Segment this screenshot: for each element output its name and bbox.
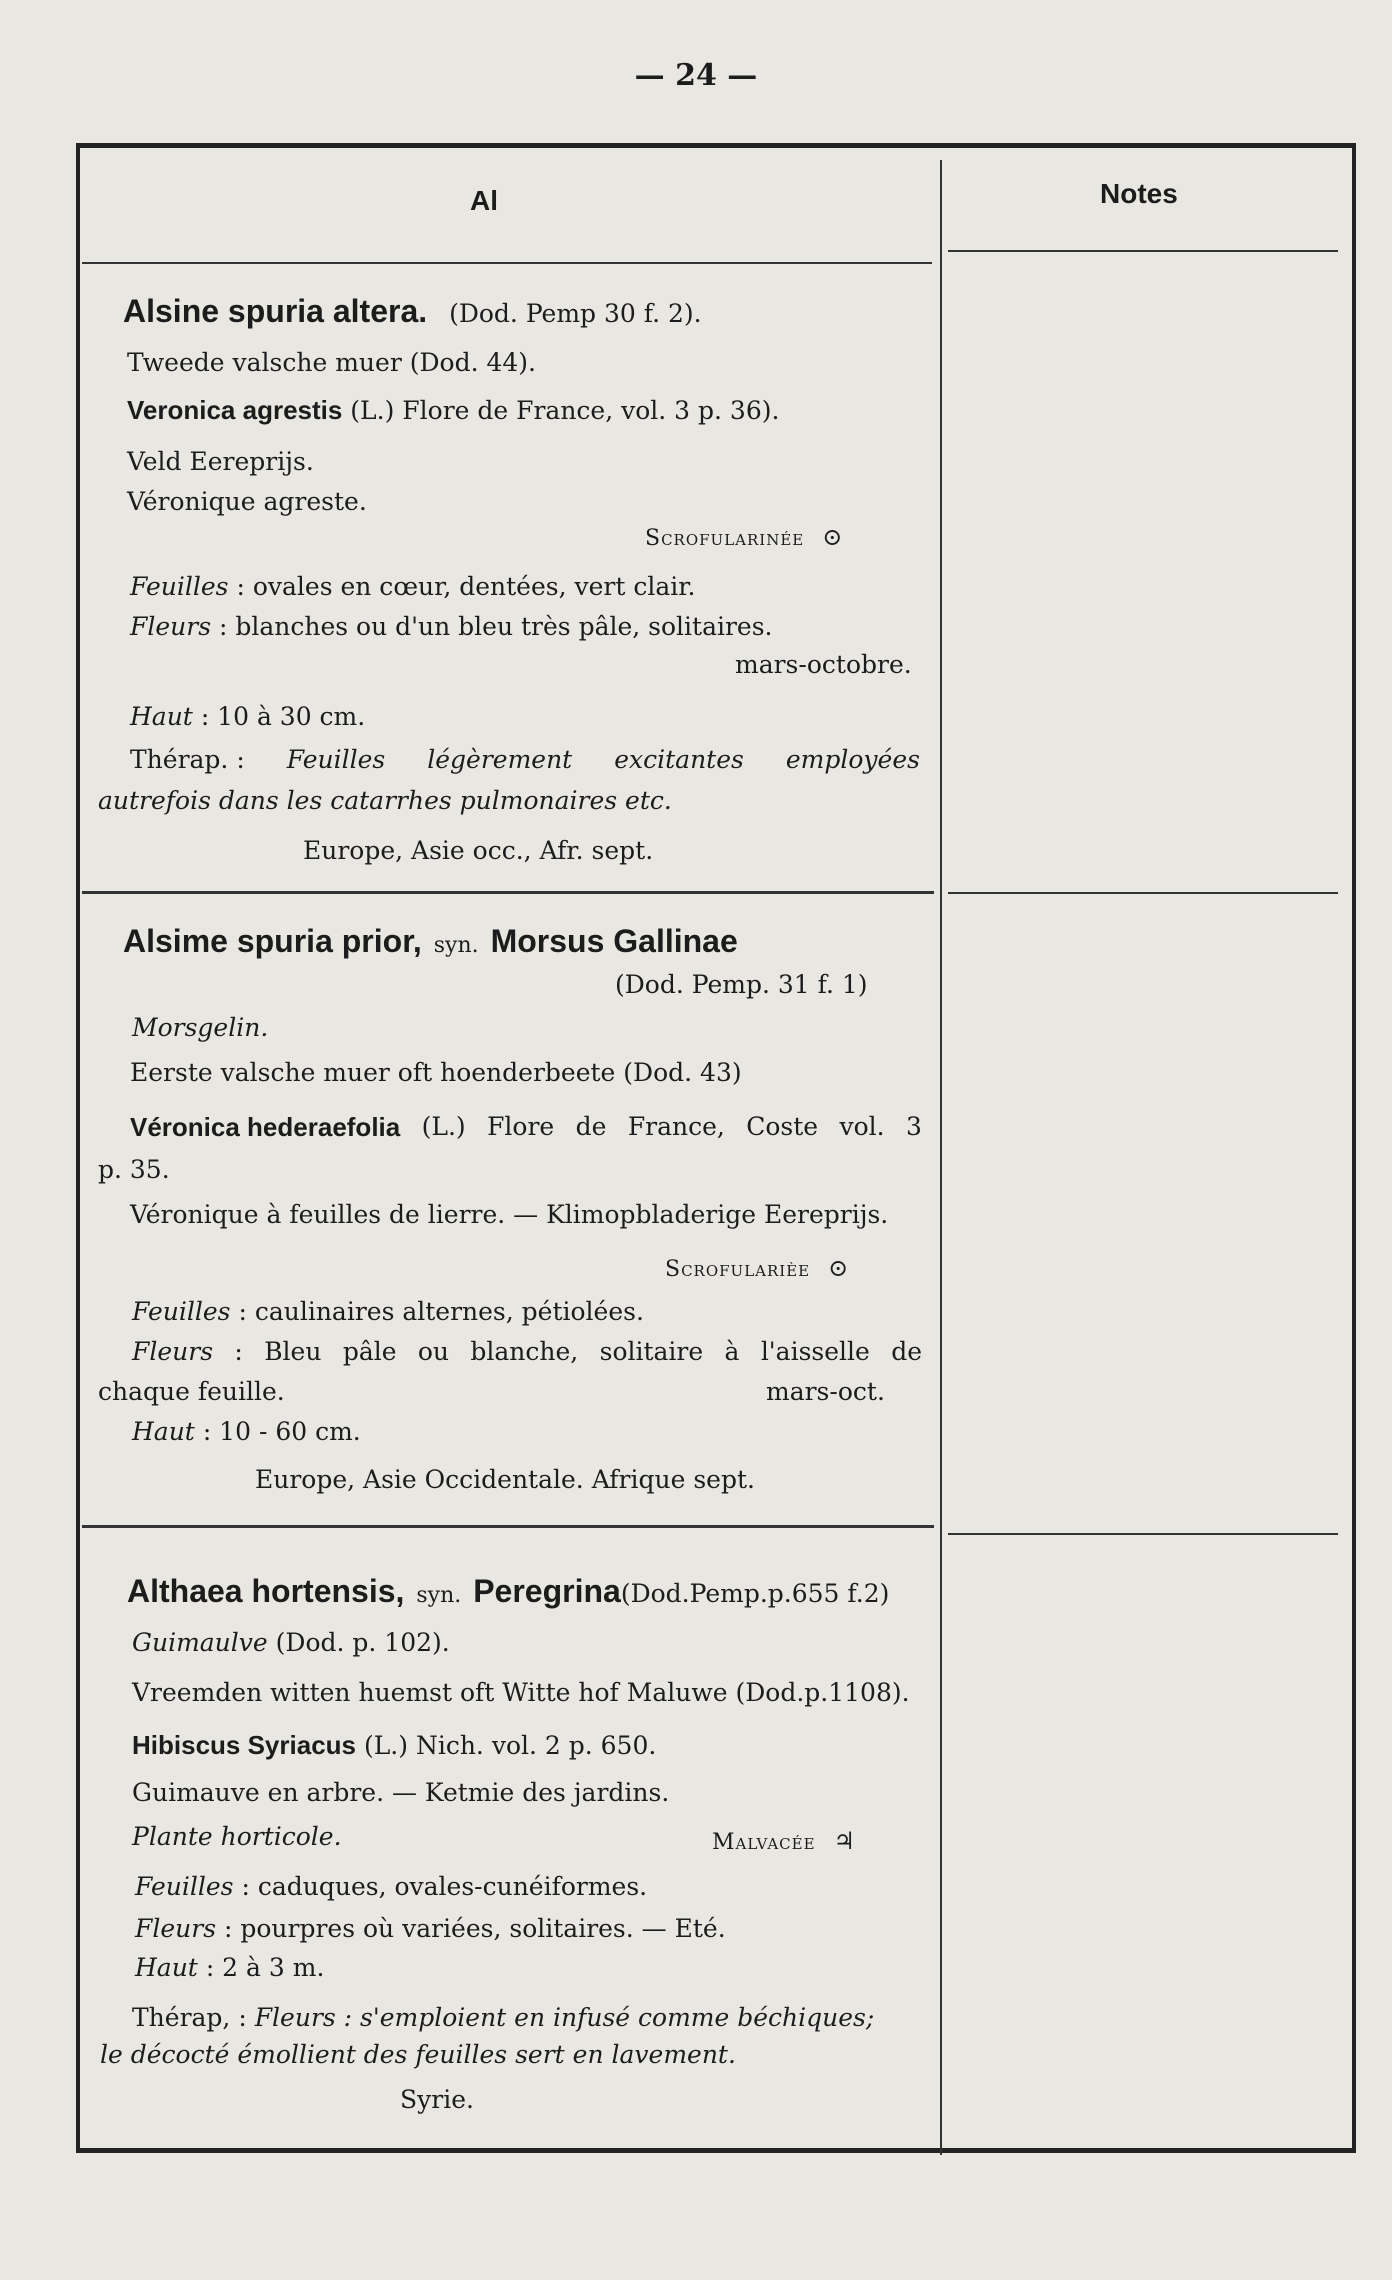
entry1-period: mars-octobre. [735, 650, 912, 679]
header-rule-left [82, 262, 932, 264]
annual-symbol-icon: ⊙ [822, 523, 843, 551]
column-header-al: Al [470, 185, 498, 216]
entry1-feuilles-line [130, 572, 695, 602]
entry1-therap-word: employées [785, 745, 920, 774]
entry3-therap-text1: Fleurs : s'emploient en infusé comme béchiques; [254, 2003, 875, 2032]
entry2-line1: Morsgelin. [132, 1013, 269, 1042]
entry1-title: Alsine spuria altera. [123, 293, 428, 329]
entry3-therap-line2: le décocté émollient des feuilles sert en lavement. [100, 2040, 736, 2069]
entry2-haut-line [132, 1417, 361, 1447]
entry3-family-line [712, 1826, 855, 1856]
entry3-title2: Peregrina [473, 1573, 621, 1609]
entry2-haut-label: Haut [132, 1417, 195, 1446]
entry1-therap-feuilles: Feuilles [286, 745, 386, 774]
entry2-fleurs-word: : [234, 1337, 243, 1366]
entry2-name3-word: 3 [906, 1112, 922, 1141]
entry2-name3-line [130, 1112, 922, 1143]
entry1-therap-line2: autrefois dans les catarrhes pulmonaires etc. [98, 786, 672, 815]
entry1-therap-word: légèrement [427, 745, 573, 774]
entry2-fleurs-cont: chaque feuille. [98, 1377, 285, 1406]
entry3-name3-ref: (L.) Nich. vol. 2 p. 650. [363, 1731, 657, 1760]
entry2-family-line [665, 1253, 848, 1283]
entry2-line4: Véronique à feuilles de lierre. — Klimopbladerige Eereprijs. [130, 1200, 889, 1229]
entry2-fleurs-word: blanche, [470, 1337, 579, 1366]
entry1-distribution: Europe, Asie occ., Afr. sept. [303, 836, 654, 865]
entry2-name3-word: de [575, 1112, 607, 1141]
entry1-title-line [123, 292, 702, 330]
entry3-distribution: Syrie. [400, 2085, 474, 2114]
entry3-name3-line [132, 1730, 656, 1761]
entry2-fleurs-word: solitaire [599, 1337, 704, 1366]
entry-divider-2-right [948, 1533, 1338, 1535]
entry1-family: Scrofularinée [645, 526, 805, 551]
entry2-syn: syn. [433, 933, 479, 958]
entry2-fleurs-word: pâle [342, 1337, 397, 1366]
entry1-therap-line1 [130, 745, 920, 775]
entry3-fleurs: : pourpres où variées, solitaires. — Eté. [223, 1914, 726, 1943]
entry2-name3-word: Coste [746, 1112, 819, 1141]
entry3-therap-line1 [132, 2003, 874, 2033]
entry2-name3: Véronica hederaefolia [130, 1112, 401, 1142]
entry1-family-line [645, 522, 842, 552]
entry1-name2-line [127, 395, 779, 426]
entry1-name2: Veronica agrestis [127, 395, 343, 425]
entry3-line4: Guimauve en arbre. — Ketmie des jardins. [132, 1778, 670, 1807]
column-header-notes: Notes [1100, 178, 1178, 209]
entry1-fleurs-label: Fleurs [130, 612, 212, 641]
entry1-fleurs: : blanches ou d'un bleu très pâle, solitaires. [218, 612, 773, 641]
entry2-feuilles: : caulinaires alternes, pétiolées. [238, 1297, 644, 1326]
entry2-name3-word: Flore [487, 1112, 555, 1141]
entry3-title-line [127, 1572, 889, 1610]
entry2-period: mars-oct. [766, 1377, 885, 1406]
entry1-name2-ref: (L.) Flore de France, vol. 3 p. 36). [350, 396, 780, 425]
entry2-fleurs-word: ou [417, 1337, 450, 1366]
entry3-line1-name: Guimaulve [132, 1628, 268, 1657]
entry1-feuilles: : ovales en cœur, dentées, vert clair. [236, 572, 696, 601]
entry3-therap-label: Thérap, : [132, 2003, 247, 2032]
entry2-line2: Eerste valsche muer oft hoenderbeete (Dod. 43) [130, 1058, 742, 1087]
entry3-haut-line [135, 1953, 324, 1983]
entry2-name3-cont: p. 35. [98, 1155, 170, 1184]
entry1-line4: Véronique agreste. [127, 487, 367, 516]
entry3-name3: Hibiscus Syriacus [132, 1730, 356, 1760]
entry1-line3: Veld Eereprijs. [127, 447, 314, 476]
entry1-feuilles-label: Feuilles [130, 572, 229, 601]
entry2-name3-word: France, [627, 1112, 725, 1141]
entry1-haut-line [130, 702, 365, 732]
entry3-feuilles-line [135, 1872, 647, 1902]
entry3-feuilles-label: Feuilles [135, 1872, 234, 1901]
entry2-feuilles-label: Feuilles [132, 1297, 231, 1326]
entry1-haut: : 10 à 30 cm. [200, 702, 366, 731]
entry3-syn: syn. [416, 1583, 462, 1608]
entry3-haut-label: Haut [135, 1953, 198, 1982]
entry2-fleurs-line [132, 1337, 922, 1367]
entry2-title: Alsime spuria prior, [123, 923, 422, 959]
entry3-title: Althaea hortensis, [127, 1573, 405, 1609]
entry3-family: Malvacée [712, 1830, 816, 1855]
entry2-name3-word: vol. [839, 1112, 885, 1141]
entry2-fleurs-label: Fleurs [132, 1337, 214, 1366]
entry2-family: Scrofularièe [665, 1257, 811, 1282]
entry3-line2: Vreemden witten huemst oft Witte hof Maluwe (Dod.p.1108). [132, 1678, 910, 1707]
entry2-feuilles-line [132, 1297, 644, 1327]
perennial-symbol-icon: ♃ [833, 1827, 856, 1855]
entry2-fleurs-word: Bleu [264, 1337, 322, 1366]
entry3-fleurs-line [135, 1914, 726, 1944]
entry2-haut: : 10 - 60 cm. [202, 1417, 361, 1446]
entry1-haut-label: Haut [130, 702, 193, 731]
entry2-name3-word: (L.) [421, 1112, 466, 1141]
entry2-title-ref: (Dod. Pemp. 31 f. 1) [615, 970, 868, 999]
annual-symbol-icon: ⊙ [828, 1254, 849, 1282]
entry1-therap-word: excitantes [614, 745, 744, 774]
entry-divider-2-left [82, 1525, 934, 1528]
entry2-distribution: Europe, Asie Occidentale. Afrique sept. [255, 1465, 755, 1494]
entry3-feuilles: : caduques, ovales-cunéiformes. [241, 1872, 648, 1901]
entry-divider-1-right [948, 892, 1338, 894]
entry1-title-ref: (Dod. Pemp 30 f. 2). [449, 299, 702, 328]
entry2-title2: Morsus Gallinae [490, 923, 738, 959]
entry1-therap-label: Thérap. : [130, 745, 245, 774]
entry1-line1: Tweede valsche muer (Dod. 44). [127, 348, 536, 377]
entry3-haut: : 2 à 3 m. [205, 1953, 325, 1982]
entry3-fleurs-label: Fleurs [135, 1914, 217, 1943]
entry3-line1-ref: (Dod. p. 102). [275, 1628, 450, 1657]
entry3-line1 [132, 1628, 450, 1658]
entry3-line5: Plante horticole. [132, 1822, 342, 1851]
entry2-fleurs-word: à [724, 1337, 740, 1366]
entry-divider-1-left [82, 891, 934, 894]
entry3-title-ref: (Dod.Pemp.p.655 f.2) [620, 1579, 890, 1608]
entry2-fleurs-word: de [891, 1337, 922, 1366]
header-rule-right [948, 250, 1338, 252]
page-number: — 24 — [634, 58, 758, 93]
column-divider [940, 160, 942, 2155]
entry1-fleurs-line [130, 612, 773, 642]
entry2-title-line [123, 922, 738, 960]
entry2-fleurs-word: l'aisselle [760, 1337, 870, 1366]
